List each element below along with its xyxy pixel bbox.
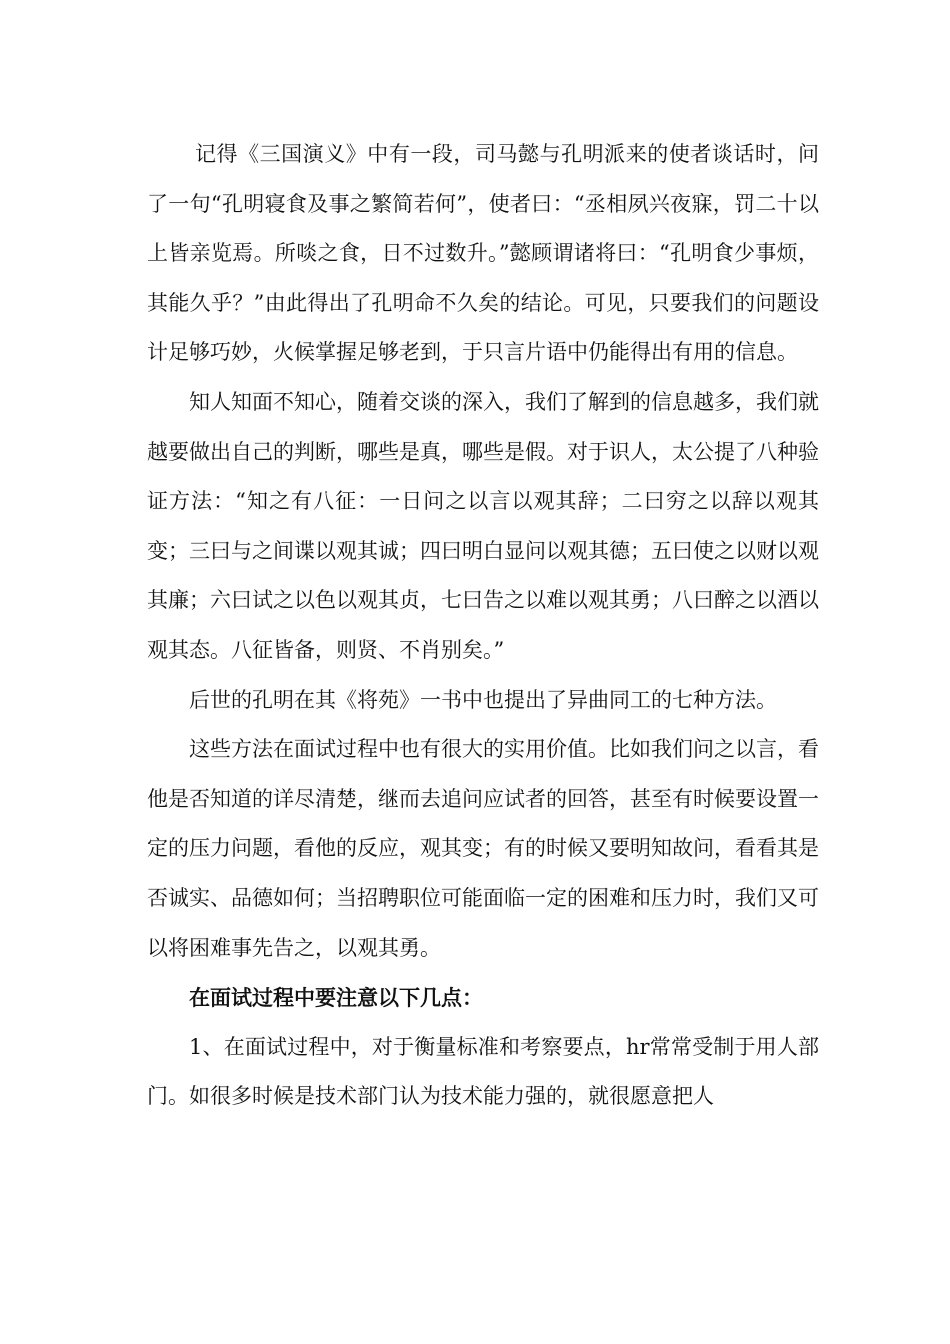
paragraph-point-one: 1、在面试过程中，对于衡量标准和考察要点，hr常常受制于用人部门。如很多时候是技术部门认为技术能力强的，就很愿意把人 bbox=[147, 1034, 819, 1109]
paragraph-sima-yi-anecdote: 记得《三国演义》中有一段，司马懿与孔明派来的使者谈话时，问了一句“孔明寝食及事之繁简若何”，使者曰：“丞相夙兴夜寐，罚二十以上皆亲览焉。所啖之食，日不过数升。”懿顾谓诸将曰：“孔明食少事烦，其能久乎？”由此得出了孔明命不久矣的结论。可见，只要我们的问题设计足够巧妙，火候掌握足够老到，于只言片语中仍能得出有用的信息。 bbox=[147, 142, 819, 365]
section-heading: 在面试过程中要注意以下几点： bbox=[189, 985, 483, 1011]
paragraph-interview-value: 这些方法在面试过程中也有很大的实用价值。比如我们问之以言，看他是否知道的详尽清楚，继而去追问应试者的回答，甚至有时候要设置一定的压力问题，看他的反应，观其变；有的时候又要明知故问，看看其是否诚实、品德如何；当招聘职位可能面临一定的困难和压力时，我们又可以将困难事先告之，以观其勇。 bbox=[147, 737, 819, 960]
document-body bbox=[147, 130, 819, 1122]
paragraph-jiang-yuan: 后世的孔明在其《将苑》一书中也提出了异曲同工的七种方法。 bbox=[189, 687, 777, 712]
paragraph-eight-signs: 知人知面不知心，随着交谈的深入，我们了解到的信息越多，我们就越要做出自己的判断，哪些是真，哪些是假。对于识人，太公提了八种验证方法：“知之有八征：一日问之以言以观其辞；二曰穷之以辞以观其变；三曰与之间谍以观其诚；四曰明白显问以观其德；五曰使之以财以观其廉；六曰试之以色以观其贞，七曰告之以难以观其勇；八曰醉之以酒以观其态。八征皆备，则贤、不肖别矣。” bbox=[147, 389, 819, 662]
